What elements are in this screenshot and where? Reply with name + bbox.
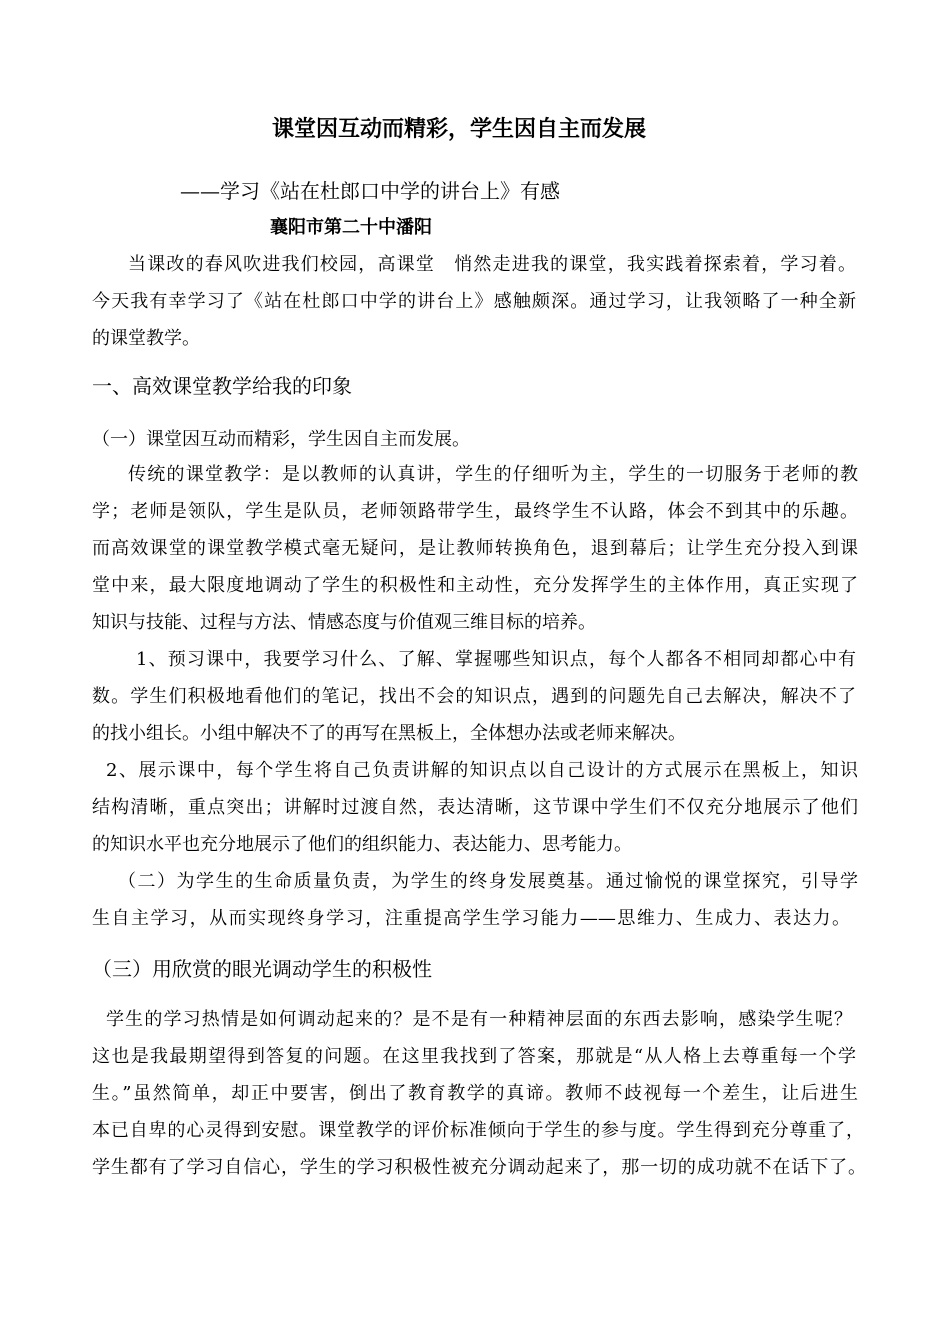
subsection-3-line-2: 这也是我最期望得到答复的问题。在这里我找到了答案，那就是“从人格上去尊重每一个学 — [92, 1046, 856, 1067]
traditional-line-1: 传统的课堂教学：是以教师的认真讲，学生的仔细听为主，学生的一切服务于老师的教 — [128, 464, 858, 485]
traditional-line-4: 堂中来，最大限度地调动了学生的积极性和主动性，充分发挥学生的主体作用，真正实现了 — [92, 575, 858, 596]
traditional-line-5: 知识与技能、过程与方法、情感态度与价值观三维目标的培养。 — [92, 612, 596, 633]
intro-line-3: 的课堂教学。 — [92, 328, 200, 349]
section-1-heading: 一、高效课堂教学给我的印象 — [92, 374, 352, 398]
subsection-3-line-1: 学生的学习热情是如何调动起来的？是不是有一种精神层面的东西去影响，感染学生呢？ — [106, 1009, 852, 1030]
preview-line-3: 的找小组长。小组中解决不了的再写在黑板上，全体想办法或老师来解决。 — [92, 723, 686, 744]
subsection-3-line-3: 生。”虽然简单，却正中要害，倒出了教育教学的真谛。教师不歧视每一个差生，让后进生 — [92, 1083, 858, 1104]
subsection-3-heading: （三）用欣赏的眼光调动学生的积极性 — [92, 957, 432, 981]
traditional-line-2: 学；老师是领队，学生是队员，老师领路带学生，最终学生不认路，体会不到其中的乐趣。 — [92, 501, 858, 522]
author-line: 襄阳市第二十中潘阳 — [270, 217, 432, 238]
subsection-3-line-5: 学生都有了学习自信心，学生的学习积极性被充分调动起来了，那一切的成功就不在话下了。 — [92, 1157, 866, 1178]
document-subtitle: ——学习《站在杜郎口中学的讲台上》有感 — [180, 179, 560, 203]
document-title: 课堂因互动而精彩，学生因自主而发展 — [272, 116, 647, 142]
subsection-2-line-2: 生自主学习，从而实现终身学习，注重提高学生学习能力——思维力、生成力、表达力。 — [92, 908, 850, 929]
intro-line-2: 今天我有幸学习了《站在杜郎口中学的讲台上》感触颇深。通过学习，让我领略了一种全新 — [92, 291, 856, 312]
traditional-line-3: 而高效课堂的课堂教学模式毫无疑问，是让教师转换角色，退到幕后；让学生充分投入到课 — [92, 538, 858, 559]
display-line-3: 的知识水平也充分地展示了他们的组织能力、表达能力、思考能力。 — [92, 834, 632, 855]
preview-line-1: 1、预习课中，我要学习什么、了解、掌握哪些知识点，每个人都各不相同却都心中有 — [136, 649, 856, 670]
preview-line-2: 数。学生们积极地看他们的笔记，找出不会的知识点，遇到的问题先自己去解决，解决不了 — [92, 686, 856, 707]
display-line-2: 结构清晰，重点突出；讲解时过渡自然，表达清晰，这节课中学生们不仅充分地展示了他们 — [92, 797, 858, 818]
subsection-3-line-4: 本已自卑的心灵得到安慰。课堂教学的评价标准倾向于学生的参与度。学生得到充分尊重了， — [92, 1120, 864, 1141]
display-line-1: 2、展示课中，每个学生将自己负责讲解的知识点以自己设计的方式展示在黑板上，知识 — [106, 760, 858, 781]
intro-line-1: 当课改的春风吹进我们校园，高课堂 悄然走进我的课堂，我实践着探索着，学习着。 — [128, 254, 856, 275]
subsection-2-line-1: （二）为学生的生命质量负责，为学生的终身发展奠基。通过愉悦的课堂探究，引导学 — [118, 871, 858, 892]
subsection-1-heading: （一）课堂因互动而精彩，学生因自主而发展。 — [92, 429, 470, 450]
